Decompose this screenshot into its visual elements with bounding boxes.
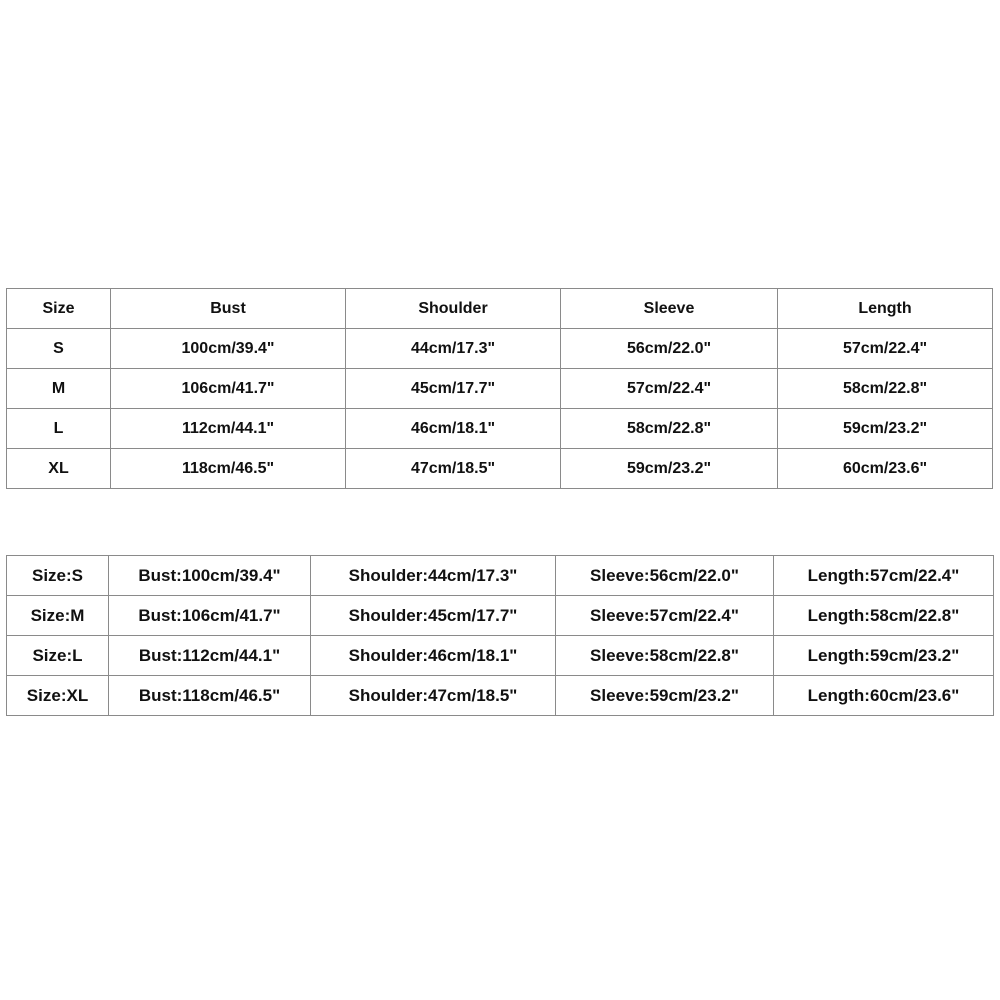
header-size: Size	[7, 289, 111, 329]
table-cell: M	[7, 369, 111, 409]
labeled-size-chart-table	[6, 555, 994, 716]
table-cell: Shoulder:45cm/17.7"	[311, 596, 556, 636]
table-cell: 57cm/22.4"	[561, 369, 778, 409]
table-row	[7, 329, 993, 369]
table-cell: Sleeve:59cm/23.2"	[556, 676, 774, 716]
table-cell: Length:58cm/22.8"	[774, 596, 994, 636]
table-cell: Sleeve:58cm/22.8"	[556, 636, 774, 676]
table-cell: L	[7, 409, 111, 449]
table-row	[7, 449, 993, 489]
table-cell: 45cm/17.7"	[346, 369, 561, 409]
table-cell: 100cm/39.4"	[111, 329, 346, 369]
table-cell: Bust:106cm/41.7"	[109, 596, 311, 636]
table-cell: 46cm/18.1"	[346, 409, 561, 449]
header-bust: Bust	[111, 289, 346, 329]
table-cell: Size:XL	[7, 676, 109, 716]
table-cell: Length:60cm/23.6"	[774, 676, 994, 716]
table-row	[7, 676, 994, 716]
table-row	[7, 409, 993, 449]
table-cell: 58cm/22.8"	[778, 369, 993, 409]
size-chart-table	[6, 288, 993, 489]
table-cell: 60cm/23.6"	[778, 449, 993, 489]
table-cell: 56cm/22.0"	[561, 329, 778, 369]
table-cell: XL	[7, 449, 111, 489]
table-cell: 44cm/17.3"	[346, 329, 561, 369]
table-cell: Sleeve:56cm/22.0"	[556, 556, 774, 596]
table-cell: 57cm/22.4"	[778, 329, 993, 369]
table-cell: Shoulder:44cm/17.3"	[311, 556, 556, 596]
table-header-row	[7, 289, 993, 329]
header-sleeve: Sleeve	[561, 289, 778, 329]
table-cell: Sleeve:57cm/22.4"	[556, 596, 774, 636]
table-cell: Bust:118cm/46.5"	[109, 676, 311, 716]
table-cell: Shoulder:47cm/18.5"	[311, 676, 556, 716]
table-cell: Size:M	[7, 596, 109, 636]
table-cell: 59cm/23.2"	[778, 409, 993, 449]
table-cell: Size:S	[7, 556, 109, 596]
table-cell: Length:57cm/22.4"	[774, 556, 994, 596]
header-length: Length	[778, 289, 993, 329]
table-cell: S	[7, 329, 111, 369]
table-cell: 106cm/41.7"	[111, 369, 346, 409]
table-cell: 59cm/23.2"	[561, 449, 778, 489]
table-cell: 112cm/44.1"	[111, 409, 346, 449]
table-cell: Shoulder:46cm/18.1"	[311, 636, 556, 676]
table-row	[7, 596, 994, 636]
table-cell: 118cm/46.5"	[111, 449, 346, 489]
table-cell: Bust:100cm/39.4"	[109, 556, 311, 596]
table-cell: Length:59cm/23.2"	[774, 636, 994, 676]
table-cell: 58cm/22.8"	[561, 409, 778, 449]
table-cell: Bust:112cm/44.1"	[109, 636, 311, 676]
table-cell: Size:L	[7, 636, 109, 676]
header-shoulder: Shoulder	[346, 289, 561, 329]
table-row	[7, 369, 993, 409]
table-row	[7, 636, 994, 676]
table-cell: 47cm/18.5"	[346, 449, 561, 489]
table-row	[7, 556, 994, 596]
